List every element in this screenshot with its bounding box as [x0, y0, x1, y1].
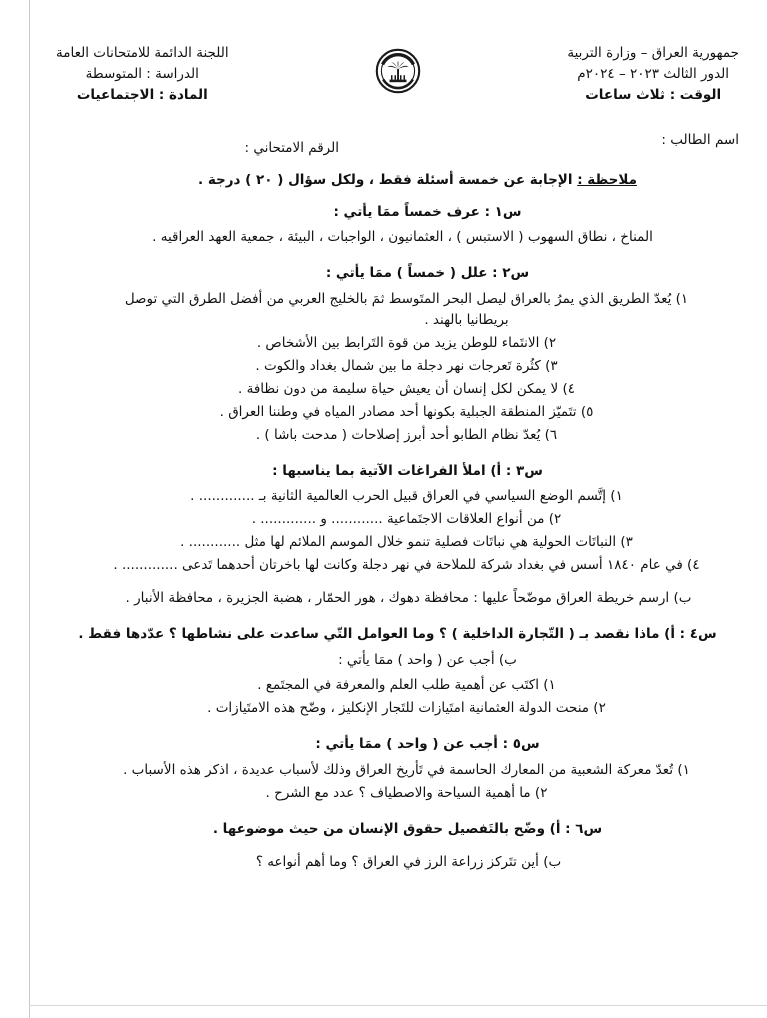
ministry-seal-icon	[375, 48, 421, 94]
list-item: ٢) من أنواع العلاقات الاجتَماعية ............ و ............. .	[251, 511, 562, 528]
exam-number-label: الرقم الامتحاني :	[244, 140, 339, 156]
study-stage-line: الدراسة : المتوسطة	[85, 65, 199, 82]
question-1	[56, 202, 739, 249]
question-2-head: س٢ : علل ( خمساً ) ممَا يأتي :	[325, 264, 530, 281]
subject-line: المادة : الاجتماعيات	[76, 86, 208, 103]
question-4-head: س٤ : أ) ماذا نقصد بـ ( التّجارة الداخلية ) ؟ وما العوامل التّي ساعدت على نشاطها ؟ عدّدها فقط .	[78, 625, 717, 642]
question-2-list	[56, 289, 739, 447]
list-item: ٣) كثُرة تَعرجات نهر دجلة ما بين شمال بغداد والكوت .	[255, 358, 558, 375]
question-4-part-b-head: ب) أجب عن ( واحد ) ممَا يأتي :	[338, 651, 517, 668]
list-item: ٣) النباتَات الحولية هي نباتَات فصلية تنمو خلال الموسم الملائم لها مثل ............ .	[180, 534, 633, 551]
exam-round-year-line: الدور الثالث ٢٠٢٣ – ٢٠٢٤م	[577, 65, 730, 82]
list-item: ٢) منحت الدولة العثمانية امتَيازات للتَجار الإنكليز ، وضّح هذه الامتَيازات .	[207, 700, 606, 717]
identity-row	[56, 132, 739, 162]
question-5-head: س٥ : أجب عن ( واحد ) ممَا يأتي :	[315, 736, 540, 753]
page-content	[30, 0, 767, 1018]
question-4	[56, 624, 739, 720]
question-6-head: س٦ : أ) وضّح بالتَفصيل حقوق الإنسان من حيث موضوعها .	[212, 820, 603, 837]
exam-note	[56, 172, 739, 188]
page-header	[56, 42, 739, 114]
header-right-block	[567, 42, 739, 106]
question-6	[56, 819, 739, 874]
question-1-terms: المناخ ، نطاق السهوب ( الاستبس ) ، العثمانيون ، الواجبات ، البيئة ، جمعية العهد العراقيه .	[152, 228, 653, 245]
question-1-head: س١ : عرف خمساً ممَا يأتي :	[333, 204, 522, 220]
question-5	[56, 734, 739, 805]
list-item: ٤) لا يمكن لكل إنسان أن يعيش حياة سليمة من دون نظافة .	[238, 381, 575, 398]
committee-line: اللجنة الدائمة للامتحانات العامة	[56, 45, 229, 61]
list-item: ٢) ما أهمية السياحة والاصطياف ؟ عدد مع الشرح .	[265, 784, 548, 801]
list-item: ١) تُعدّ معركة الشعبية من المعارك الحاسمة في تَأريخ العراق وذلك لأسباب عديدة ، اذكر هذه الأسباب .	[123, 762, 690, 779]
question-2-item-1-line-2: بريطانيا بالهند .	[424, 312, 509, 329]
country-ministry-line: جمهورية العراق – وزارة التربية	[567, 45, 739, 61]
emblem-container	[367, 42, 429, 94]
question-3-part-b: ب) ارسم خريطة العراق موضّحاً عليها : محافظة دهوك ، هور الحمّار ، هضبة الجزيرة ، محافظة الأنبار .	[125, 589, 692, 606]
list-item: ٤) في عام ١٨٤٠ أسس في بغداد شركة للملاحة في نهر دجلة وكانت لها باخرتان أحدهما تَدعى ............. .	[113, 557, 700, 574]
note-label: ملاحظة :	[577, 172, 637, 188]
question-3	[56, 461, 739, 610]
question-2-item-1-line-1: ١) يُعدّ الطريق الذي يمرُ بالعراق ليصل البحر المتَوسط ثمَ بالخليج العربي من أفضل الطرق التي توصل	[124, 290, 689, 307]
note-text: الإجابة عن خمسة أسئلة فقط ، ولكل سؤال ( ٢٠ ) درجة .	[198, 172, 573, 188]
question-5-list	[56, 760, 739, 805]
list-item	[56, 289, 739, 333]
list-item: ٢) الانتَماء للوطن يزيد من قوة التَرابط بين الأشخاص .	[256, 335, 557, 352]
list-item: ١) إتَّسم الوضع السياسي في العراق قبيل الحرب العالمية الثانية بـ ............. .	[190, 488, 623, 505]
header-left-block	[56, 42, 229, 106]
question-3-head: س٣ : أ) املأ الفراغات الآتية بما يناسبها :	[272, 462, 543, 479]
question-6-part-b: ب) أين تتَركز زراعة الرز في العراق ؟ وما أهم أنواعه ؟	[255, 853, 562, 870]
question-3-list	[56, 486, 739, 576]
student-name-label: اسم الطالب :	[661, 132, 739, 148]
list-item: ٥) تتَميّز المنطقة الجبلية بكونها أحد مصادر المياه في وطننا العراق .	[219, 403, 594, 420]
list-item: ٦) يُعدّ نظام الطابو أحد أبرز إصلاحات ( مدحت باشا ) .	[255, 426, 558, 443]
list-item: ١) اكتَب عن أهمية طلب العلم والمعرفة في المجتَمع .	[257, 677, 556, 694]
exam-duration-line: الوقت : ثلاث ساعات	[585, 86, 722, 103]
question-2	[56, 263, 739, 447]
question-4-list	[56, 675, 739, 720]
